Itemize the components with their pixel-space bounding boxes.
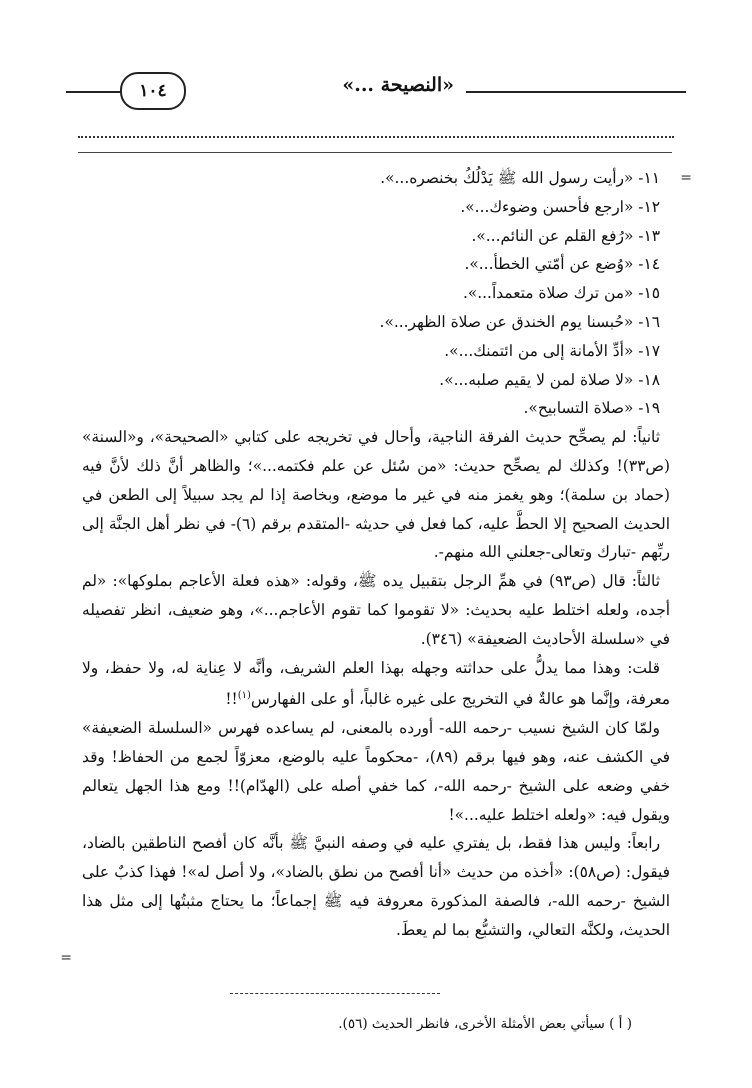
page-number: ١٠٤ [120, 72, 186, 110]
margin-mark-bottom: = [60, 950, 72, 966]
page-header [66, 70, 686, 110]
main-text [82, 164, 670, 945]
list-item: ١٥- «من ترك صلاة متعمداً...». [462, 284, 660, 303]
list-item: ١٣- «رُفع القلم عن النائم...». [471, 226, 660, 245]
running-title: «النصيحة ...» [342, 74, 454, 96]
list-item: ١٩- «صلاة التسابيح». [523, 399, 660, 418]
list-item: ١٤- «وُضع عن أمّتي الخطأ...». [464, 255, 660, 274]
paragraph-third: ثالثاً: قال (ص٩٣) في همِّ الرجل بتقبيل يده ﷺ، وقوله: «هذه فعلة الأعاجم بملوكها»: «لم أجده، ولعله اختلط عليه بحديث: «لا تقوموا كما تقوم الأعاجم...»، وهو ضعيف، انظر تفصيله في «سلسلة الأحاديث الضعيفة» (٣٤٦). [82, 572, 670, 648]
footnote: ( أ ) سيأتي بعض الأمثلة الأخرى، فانظر الحديث (٥٦). [338, 1016, 632, 1032]
paragraph-note-tail: !! [225, 690, 238, 709]
header-rule-right [466, 91, 686, 93]
footnote-separator [230, 993, 440, 994]
header-rule-left [66, 91, 122, 93]
list-item: ١٦- «حُبسنا يوم الخندق عن صلاة الظهر...». [379, 312, 660, 331]
list-item: ١٧- «أدِّ الأمانة إلى من ائتمنك...». [444, 341, 660, 360]
footnote-ref[interactable]: (١) [237, 690, 251, 702]
separator-line [78, 152, 672, 153]
paragraph-note-text: قلت: وهذا مما يدلُّ على حداثته وجهله بهذا العلم الشريف، وأنَّه لا عِناية له، ولا حفظ، ولا معرفة، وإنَّما هو عالةٌ في التخريج على غيره غالباً، أو على الفهارس [82, 658, 670, 709]
dotted-rule [78, 122, 674, 138]
margin-mark-top: = [680, 170, 692, 186]
paragraph-second: ثانياً: لم يصحِّح حديث الفرقة الناجية، وأحال في تخريجه على كتابي «الصحيحة»، و«السنة» (ص٣٣)! وكذلك لم يصحِّح حديث: «من سُئل عن علم فكتمه...»؛ والظاهر أنَّ ذلك لأنَّ فيه (حماد بن سلمة)؛ وهو يغمز منه في غير ما موضع، وبخاصة إذا لم يجد سبيلاً إلى الطعن في الحديث الصحيح إلا الحطَّ عليه، كما فعل في حديثه -المتقدم برقم (٦)- في نظر أهل الجنَّة إلى ربِّهم -تبارك وتعالى-جعلني الله منهم-. [82, 428, 671, 562]
paragraph-note [82, 654, 670, 715]
list-item: ١٢- «ارجع فأحسن وضوءك...». [460, 197, 660, 216]
paragraph-nasib: ولمّا كان الشيخ نسيب -رحمه الله- أورده بالمعنى، لم يساعده فهرس «السلسلة الضعيفة» في الكشف عنه، وهو فيها برقم (٨٩)، -محكوماً عليه بالوضع، معزوّاً لجمع من الحفاظ! وقد خفي وضعه على الشيخ -رحمه الله-، كما خفي أصله على (الهدّام)!! ومع هذا الجهل يتعالم ويقول فيه: «ولعله اختلط عليه...»! [82, 719, 670, 824]
paragraph-fourth: رابعاً: وليس هذا فقط، بل يفتري عليه في وصفه النبيَّ ﷺ بأنَّه كان أفصح الناطقين بالضاد، فيقول: (ص٥٨): «أخذه من حديث «أنا أفصح من نطق بالضاد»، ولا أصل له»! فهذا كذبٌ على الشيخ -رحمه الله-، فالصفة المذكورة معروفة فيه ﷺ إجماعاً؛ ما يحتاج مثبتُها إلى مثل هذا الحديث، ولكنَّه التعالي، والتشبُّع بما لم يعطَ. [82, 834, 670, 939]
list-item: ١١- «رأيت رسول الله ﷺ يَدْلُكُ بخنصره...». [380, 169, 660, 187]
list-item: ١٨- «لا صلاة لمن لا يقيم صلبه...». [439, 370, 660, 389]
